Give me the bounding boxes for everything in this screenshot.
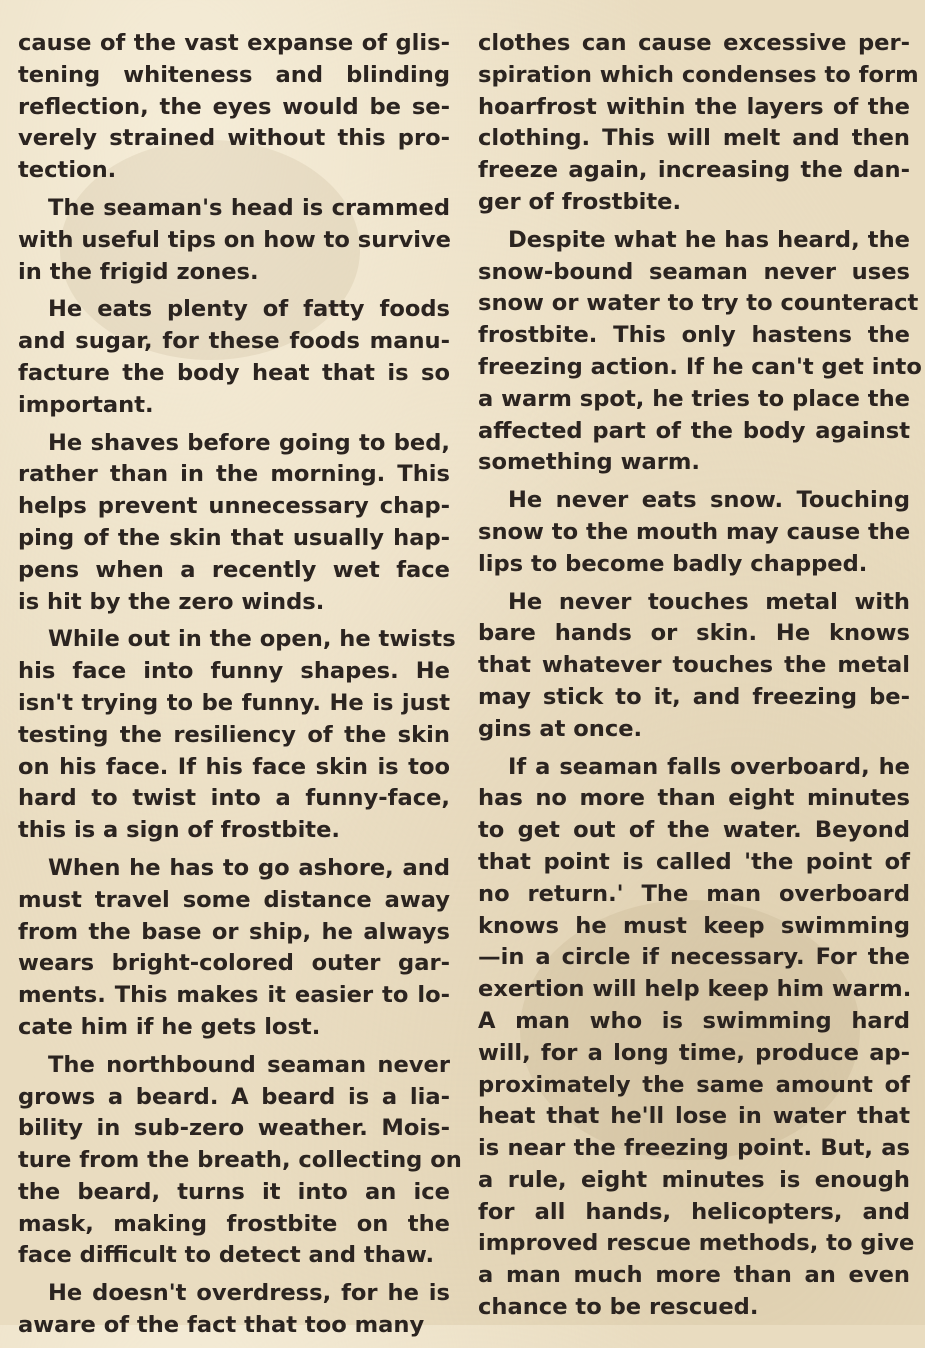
text-line: affected part of the body against (478, 417, 910, 444)
text-line: is hit by the zero winds. (18, 588, 325, 615)
text-line: ments. This makes it easier to lo- (18, 982, 450, 1009)
text-line: in the frigid zones. (18, 258, 259, 285)
text-line: will, for a long time, produce ap- (478, 1039, 910, 1066)
text-line: pens when a recently wet face (18, 556, 450, 583)
article-paragraph (478, 28, 919, 219)
text-line: He never touches metal with (508, 588, 910, 615)
article-paragraph (478, 485, 910, 580)
text-line: knows he must keep swimming (478, 912, 910, 939)
article-paragraph (18, 294, 450, 421)
text-line: facture the body heat that is so (18, 359, 450, 386)
article-paragraph (18, 28, 450, 187)
text-line: that point is called 'the point of (478, 848, 910, 875)
text-line: When he has to go ashore, and (48, 854, 450, 881)
text-line: may stick to it, and freezing be- (478, 683, 910, 710)
text-line: chance to be rescued. (478, 1294, 759, 1321)
text-line: with useful tips on how to survive (18, 226, 451, 253)
text-line: tening whiteness and blinding (18, 61, 450, 88)
text-line: exertion will help keep him warm. (478, 976, 912, 1003)
text-line: that whatever touches the metal (478, 652, 910, 679)
text-line: cate him if he gets lost. (18, 1013, 321, 1040)
text-line: and sugar, for these foods manu- (18, 328, 450, 355)
text-line: a warm spot, he tries to place the (478, 385, 910, 412)
text-line: the beard, turns it into an ice (18, 1178, 450, 1205)
article-paragraph (18, 624, 456, 847)
text-line: no return.' The man overboard (478, 880, 910, 907)
text-line: his face into funny shapes. He (18, 658, 450, 685)
text-line: something warm. (478, 449, 700, 476)
text-line: is near the freezing point. But, as (478, 1135, 910, 1162)
right-column (478, 28, 922, 1330)
text-line: hoarfrost within the layers of the (478, 93, 910, 120)
text-line: snow to the mouth may cause the (478, 518, 911, 545)
text-line: a rule, eight minutes is enough (478, 1166, 910, 1193)
text-line: lips to become badly chapped. (478, 550, 868, 577)
text-line: ger of frostbite. (478, 188, 682, 215)
article-paragraph (478, 752, 915, 1324)
text-line: freezing action. If he can't get into (478, 353, 922, 380)
text-line: He shaves before going to bed, (48, 429, 450, 456)
text-line: Despite what he has heard, the (508, 226, 910, 253)
text-line: wears bright-colored outer gar- (18, 950, 450, 977)
text-line: gins at once. (478, 715, 643, 742)
text-line: a man much more than an even (478, 1262, 910, 1289)
text-line: grows a beard. A beard is a lia- (18, 1083, 450, 1110)
text-line: on his face. If his face skin is too (18, 753, 450, 780)
text-line: clothing. This will melt and then (478, 125, 910, 152)
text-line: aware of the fact that too many (18, 1312, 425, 1339)
article-paragraph (18, 428, 450, 619)
article-paragraph (18, 1050, 462, 1273)
article-paragraph (18, 1278, 450, 1342)
text-line: verely strained without this pro- (18, 125, 450, 152)
text-line: face difficult to detect and thaw. (18, 1242, 435, 1269)
text-line: snow-bound seaman never uses (478, 258, 910, 285)
text-line: for all hands, helicopters, and (478, 1198, 910, 1225)
text-line: hard to twist into a funny-face, (18, 785, 450, 812)
text-line: ture from the breath, collecting on (18, 1147, 462, 1174)
text-line: While out in the open, he twists (48, 626, 456, 653)
text-line: must travel some distance away (18, 886, 450, 913)
text-line: spiration which condenses to form (478, 61, 919, 88)
text-line: He never eats snow. Touching (508, 487, 910, 514)
text-line: —in a circle if necessary. For the (478, 944, 910, 971)
article-paragraph (18, 853, 450, 1044)
text-line: proximately the same amount of (478, 1071, 910, 1098)
text-line: important. (18, 391, 154, 418)
text-line: clothes can cause excessive per- (478, 30, 910, 56)
text-line: He eats plenty of fatty foods (48, 296, 450, 323)
text-line: He doesn't overdress, for he is (48, 1280, 450, 1307)
text-line: frostbite. This only hastens the (478, 322, 910, 349)
text-line: testing the resiliency of the skin (18, 721, 450, 748)
text-line: If a seaman falls overboard, he (508, 753, 910, 780)
text-line: snow or water to try to counteract (478, 290, 919, 317)
text-line: The northbound seaman never (48, 1051, 450, 1078)
left-column (18, 28, 462, 1348)
text-line: ping of the skin that usually hap- (18, 524, 450, 551)
text-line: to get out of the water. Beyond (478, 817, 910, 844)
text-line: from the base or ship, he always (18, 918, 450, 945)
text-line: bare hands or skin. He knows (478, 620, 910, 647)
text-line: isn't trying to be funny. He is just (18, 689, 450, 716)
article-paragraph (478, 587, 910, 746)
text-line: this is a sign of frostbite. (18, 817, 341, 844)
text-line: mask, making frostbite on the (18, 1210, 450, 1237)
text-line: bility in sub-zero weather. Mois- (18, 1115, 450, 1142)
article-paragraph (18, 193, 450, 288)
text-line: tection. (18, 157, 117, 184)
text-line: freeze again, increasing the dan- (478, 157, 910, 184)
text-line: The seaman's head is crammed (48, 194, 450, 221)
text-line: has no more than eight minutes (478, 785, 910, 812)
text-line: A man who is swimming hard (478, 1007, 910, 1034)
text-line: reflection, the eyes would be se- (18, 93, 450, 120)
text-line: rather than in the morning. This (18, 461, 450, 488)
text-line: helps prevent unnecessary chap- (18, 493, 450, 520)
text-line: improved rescue methods, to give (478, 1230, 915, 1257)
text-line: cause of the vast expanse of glis- (18, 30, 450, 56)
article-paragraph (478, 225, 922, 479)
text-line: heat that he'll lose in water that (478, 1103, 910, 1130)
